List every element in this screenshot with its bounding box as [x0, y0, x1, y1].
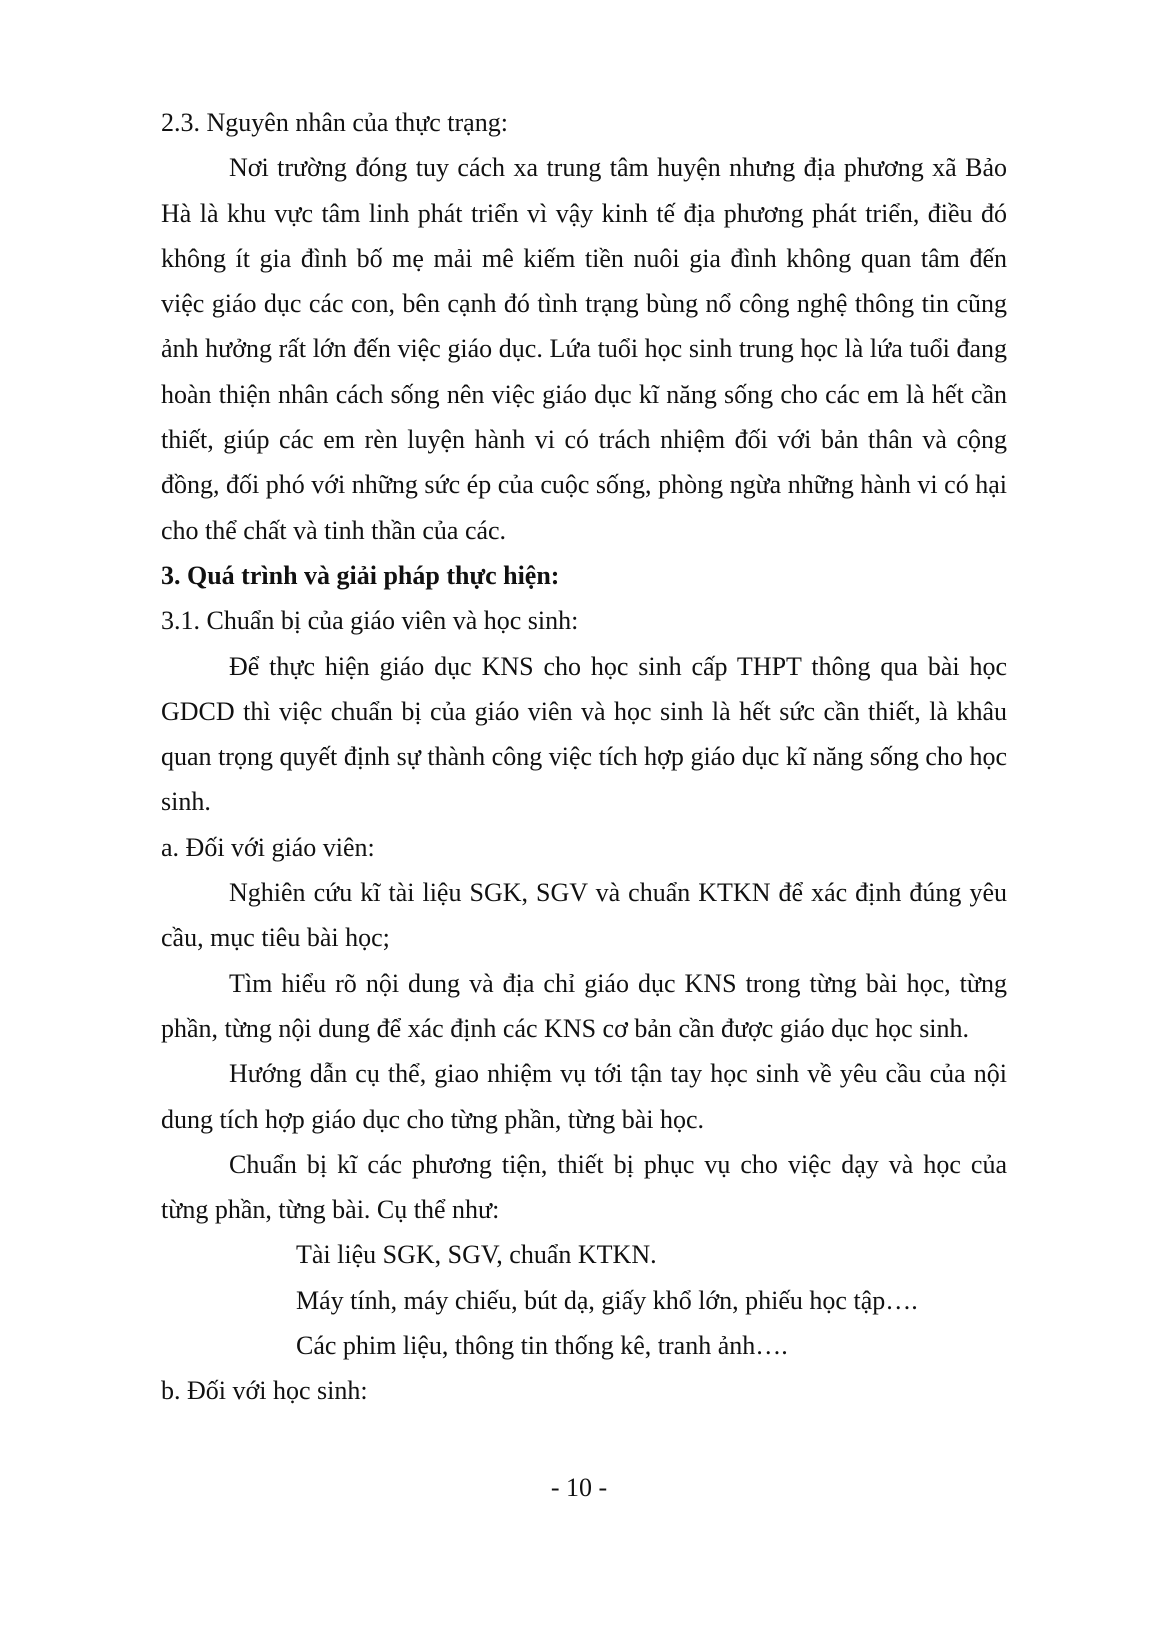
paragraph-teacher-3: Hướng dẫn cụ thể, giao nhiệm vụ tới tận tay học sinh về yêu cầu của nội dung tích hợp giáo dục cho từng phần, từng bài học. [161, 1059, 1007, 1134]
section-heading-3-1: 3.1. Chuẩn bị của giáo viên và học sinh: [161, 606, 579, 636]
paragraph-cause: Nơi trường đóng tuy cách xa trung tâm huyện nhưng địa phương xã Bảo Hà là khu vực tâm linh phát triển vì vậy kinh tế địa phương phát triển, điều đó không ít gia đình bố mẹ mải mê kiếm tiền nuôi gia đình không quan tâm đến việc giáo dục các con, bên cạnh đó tình trạng bùng nổ công nghệ thông tin cũng ảnh hưởng rất lớn đến việc giáo dục. Lứa tuổi học sinh trung học là lứa tuổi đang hoàn thiện nhân cách sống nên việc giáo dục kĩ năng sống cho các em là hết cần thiết, giúp các em rèn luyện hành vi có trách nhiệm đối với bản thân và cộng đồng, đối phó với những sức ép của cuộc sống, phòng ngừa những hành vi có hại cho thể chất và tinh thần của các. [161, 153, 1007, 545]
list-item: Các phim liệu, thông tin thống kê, tranh ảnh…. [296, 1331, 788, 1361]
section-heading-3: 3. Quá trình và giải pháp thực hiện: [161, 560, 560, 590]
paragraph-teacher-1: Nghiên cứu kĩ tài liệu SGK, SGV và chuẩn KTKN để xác định đúng yêu cầu, mục tiêu bài học; [161, 878, 1007, 953]
section-heading-2-3: 2.3. Nguyên nhân của thực trạng: [161, 108, 508, 137]
list-item: Máy tính, máy chiếu, bút dạ, giấy khổ lớn, phiếu học tập…. [296, 1285, 918, 1315]
paragraph-teacher-4: Chuẩn bị kĩ các phương tiện, thiết bị phục vụ cho việc dạy và học của từng phần, từng bài. Cụ thể như: [161, 1149, 1007, 1225]
subheading-student: b. Đối với học sinh: [161, 1376, 368, 1406]
paragraph-prepare: Để thực hiện giáo dục KNS cho học sinh cấp THPT thông qua bài học GDCD thì việc chuẩn bị của giáo viên và học sinh là hết sức cần thiết, là khâu quan trọng quyết định sự thành công việc tích hợp giáo dục kĩ năng sống cho học sinh. [161, 651, 1007, 817]
paragraph-teacher-2: Tìm hiểu rõ nội dung và địa chỉ giáo dục KNS trong từng bài học, từng phần, từng nội dung để xác định các KNS cơ bản cần được giáo dục học sinh. [161, 968, 1007, 1043]
document-page [161, 100, 1007, 1414]
subheading-teacher: a. Đối với giáo viên: [161, 832, 375, 862]
list-item: Tài liệu SGK, SGV, chuẩn KTKN. [296, 1240, 657, 1270]
page-number: - 10 - [550, 1473, 608, 1502]
